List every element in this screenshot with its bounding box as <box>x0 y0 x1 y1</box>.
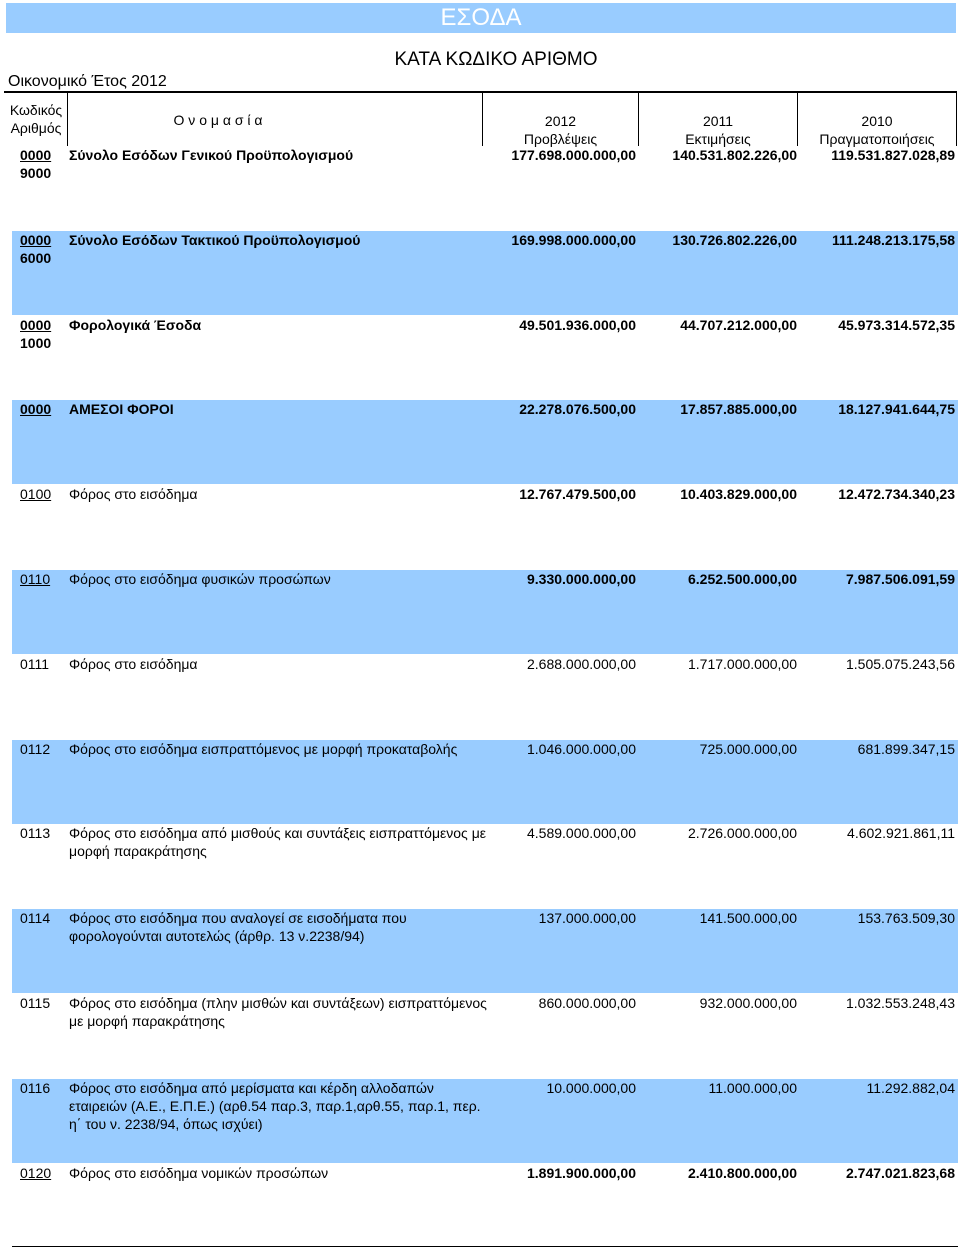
row-name: Φόρος στο εισόδημα (πλην μισθών και συντάξεων) εισπραττόμενος με μορφή παρακράτησης <box>69 995 487 1029</box>
row-value-2012: 169.998.000.000,00 <box>511 231 636 248</box>
row-value-2010: 153.763.509,30 <box>857 910 955 927</box>
row-code-primary: 0115 <box>20 995 51 1011</box>
row-code <box>20 740 66 758</box>
header-col-label: Προβλέψεις <box>523 131 598 147</box>
table-row <box>12 994 958 1078</box>
row-value-2011: 11.000.000,00 <box>708 1079 797 1096</box>
row-value-2010: 11.292.882,04 <box>866 1079 955 1096</box>
header-code <box>6 101 66 137</box>
row-value-2012: 860.000.000,00 <box>538 995 636 1011</box>
row-code-secondary: 9000 <box>20 165 52 181</box>
header-col-year: 2012 <box>544 113 577 129</box>
row-value-2011: 130.726.802.226,00 <box>672 231 797 248</box>
table-row <box>12 824 958 908</box>
row-code-secondary: 6000 <box>20 249 52 266</box>
row-code-primary: 0000 <box>20 316 52 333</box>
table-row <box>12 655 958 739</box>
row-value-2010: 111.248.213.175,58 <box>831 231 955 248</box>
row-code <box>20 655 66 673</box>
row-code <box>20 570 66 588</box>
row-name: Φόρος στο εισόδημα <box>69 486 198 503</box>
row-value-2011: 44.707.212.000,00 <box>680 316 797 333</box>
row-name: Σύνολο Εσόδων Τακτικού Προϋπολογισμού <box>69 231 361 248</box>
row-value-2012: 137.000.000,00 <box>538 910 636 927</box>
row-name: Φόρος στο εισόδημα νομικών προσώπων <box>69 1164 329 1181</box>
row-value-2012: 12.767.479.500,00 <box>519 486 636 503</box>
page-banner <box>6 3 956 33</box>
table-row <box>12 146 958 230</box>
row-name: Φόρος στο εισόδημα εισπραττόμενος με μορφή προκαταβολής <box>69 740 458 757</box>
table-row <box>12 485 958 569</box>
row-code <box>20 1079 66 1097</box>
row-name: Φόρος στο εισόδημα φυσικών προσώπων <box>69 571 331 587</box>
row-value-2010: 2.747.021.823,68 <box>846 1164 955 1181</box>
row-value-2011: 1.717.000.000,00 <box>688 655 797 672</box>
row-value-2012: 1.046.000.000,00 <box>527 740 636 757</box>
row-code-secondary: 1000 <box>20 334 52 351</box>
row-code <box>20 1164 66 1182</box>
row-name: Φόρος στο εισόδημα <box>69 655 198 672</box>
header-code-line2: Αριθμός <box>10 120 62 136</box>
row-code-primary: 0113 <box>20 825 51 842</box>
row-code-primary: 0112 <box>20 740 51 757</box>
row-value-2010: 45.973.314.572,35 <box>838 316 955 333</box>
row-value-2012: 177.698.000.000,00 <box>511 147 636 163</box>
table-row <box>12 740 958 824</box>
row-value-2010: 1.032.553.248,43 <box>846 995 955 1011</box>
row-value-2011: 2.410.800.000,00 <box>688 1164 797 1181</box>
row-value-2012: 10.000.000,00 <box>546 1079 636 1096</box>
header-col-2011 <box>639 112 797 148</box>
row-code-primary: 0100 <box>20 486 52 503</box>
header-name: Ο ν ο μ α σ ί α <box>173 112 263 128</box>
row-name: Φορολογικά Έσοδα <box>69 316 202 333</box>
row-value-2012: 1.891.900.000,00 <box>527 1164 636 1181</box>
table-header <box>4 91 957 146</box>
row-code-primary: 0120 <box>20 1164 52 1181</box>
header-col-2010 <box>798 112 956 148</box>
row-value-2011: 140.531.802.226,00 <box>672 147 797 163</box>
row-value-2011: 17.857.885.000,00 <box>680 401 797 418</box>
banner-title: ΕΣΟΔΑ <box>440 4 522 31</box>
row-value-2011: 2.726.000.000,00 <box>688 825 797 842</box>
row-value-2012: 9.330.000.000,00 <box>527 571 636 587</box>
table-row <box>12 570 958 654</box>
header-col-year: 2010 <box>861 113 893 129</box>
row-value-2010: 1.505.075.243,56 <box>846 655 955 672</box>
row-value-2010: 7.987.506.091,59 <box>846 571 955 587</box>
table-bottom-rule <box>12 1246 958 1247</box>
header-col-label: Πραγματοποιήσεις <box>819 131 935 147</box>
row-code <box>20 485 66 503</box>
row-name: Φόρος στο εισόδημα από μισθούς και συντάξεις εισπραττόμενος με μορφή παρακράτησης <box>69 825 487 860</box>
row-code <box>20 231 66 267</box>
row-value-2012: 4.589.000.000,00 <box>527 825 636 842</box>
row-value-2010: 681.899.347,15 <box>857 740 955 757</box>
row-value-2011: 141.500.000,00 <box>699 910 797 927</box>
row-code-primary: 0000 <box>20 231 52 248</box>
row-code-primary: 0114 <box>20 910 51 927</box>
row-code-primary: 0110 <box>20 571 51 587</box>
header-col-label: Εκτιμήσεις <box>685 131 751 147</box>
row-code <box>20 994 66 1012</box>
table-row <box>12 316 958 400</box>
header-col-2012 <box>483 112 638 148</box>
row-value-2010: 18.127.941.644,75 <box>838 401 955 418</box>
table-row <box>12 909 958 993</box>
row-name: Φόρος στο εισόδημα που αναλογεί σε εισοδήματα που φορολογούνται αυτοτελώς (άρθρ. 13 ν.2238/94) <box>69 910 407 945</box>
row-code <box>20 146 66 182</box>
row-code-primary: 0111 <box>20 655 50 672</box>
row-code-primary: 0000 <box>20 147 52 163</box>
row-value-2011: 6.252.500.000,00 <box>688 571 797 587</box>
row-name: Φόρος στο εισόδημα από μερίσματα και κέρδη αλλοδαπών εταιρειών (Α.Ε., Ε.Π.Ε.) (αρθ.54 παρ.3, παρ.1,αρθ.55, παρ.1, περ. η΄ του ν. 2238/94, όπως ισχύει) <box>69 1079 481 1132</box>
row-value-2012: 49.501.936.000,00 <box>519 316 636 333</box>
subtitle: ΚΑΤΑ ΚΩΔΙΚΟ ΑΡΙΘΜΟ <box>394 49 598 70</box>
header-col-year: 2011 <box>702 113 734 129</box>
table-row <box>12 1079 958 1163</box>
row-code <box>20 909 66 927</box>
row-value-2011: 932.000.000,00 <box>699 995 797 1011</box>
fiscal-year: Οικονομικό Έτος 2012 <box>8 73 167 90</box>
row-value-2011: 10.403.829.000,00 <box>680 486 797 503</box>
table-row <box>12 400 958 484</box>
row-value-2011: 725.000.000,00 <box>699 740 797 757</box>
row-code <box>20 400 66 418</box>
row-value-2010: 12.472.734.340,23 <box>838 486 955 503</box>
row-value-2012: 2.688.000.000,00 <box>527 655 636 672</box>
row-code <box>20 824 66 842</box>
row-code-primary: 0000 <box>20 401 52 418</box>
table-row <box>12 231 958 315</box>
header-code-line1: Κωδικός <box>9 102 63 118</box>
row-value-2010: 4.602.921.861,11 <box>847 825 955 842</box>
row-value-2012: 22.278.076.500,00 <box>519 401 636 418</box>
table-row <box>12 1164 958 1240</box>
row-code-primary: 0116 <box>20 1079 51 1096</box>
row-name: Σύνολο Εσόδων Γενικού Προϋπολογισμού <box>69 147 354 163</box>
row-name: ΑΜΕΣΟΙ ΦΟΡΟΙ <box>69 401 174 418</box>
row-value-2010: 119.531.827.028,89 <box>831 147 955 163</box>
row-code <box>20 316 66 352</box>
